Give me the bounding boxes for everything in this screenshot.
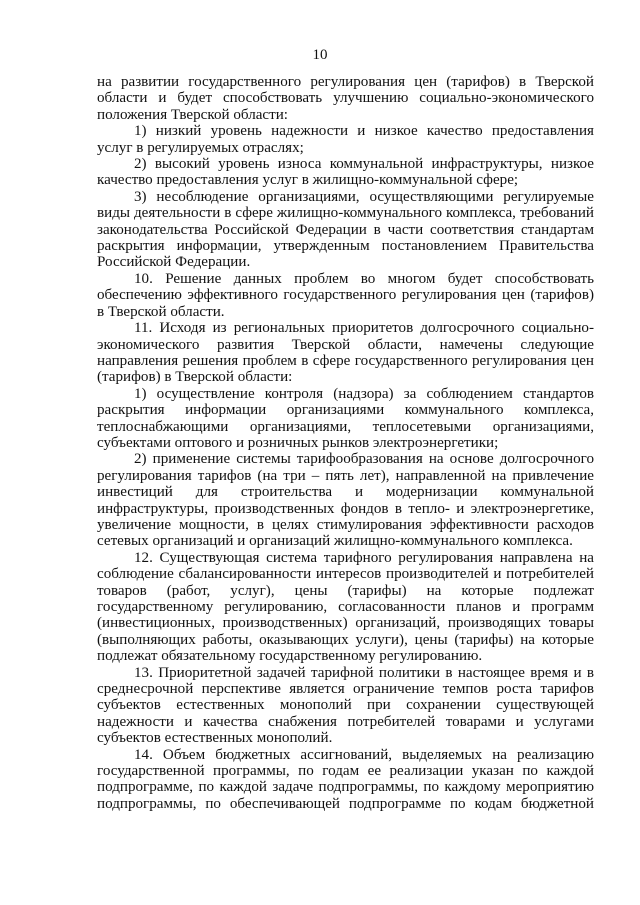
paragraph-item-10: 10. Решение данных проблем во многом будет способствовать обеспечению эффективного государственного регулирования цен (тарифов) в Тверской области.	[97, 270, 594, 320]
paragraph-problem-3: 3) несоблюдение организациями, осуществляющими регулируемые виды деятельности в сфере жилищно-коммунального комплекса, требований законодательства Российской Федерации в части соответствия стандартам раскрытия информации, утвержденным постановлением Правительства Российской Федерации.	[97, 188, 594, 271]
page-number: 10	[312, 47, 328, 63]
paragraph-direction-1: 1) осуществление контроля (надзора) за соблюдением стандартов раскрытия информации организациями коммунального комплекса, теплоснабжающими организациями, теплосетевыми организациями, субъектами оптового и розничных рынков электроэнергетики;	[97, 385, 594, 451]
paragraph-direction-2: 2) применение системы тарифообразования на основе долгосрочного регулирования тарифов (на три – пять лет), направленной на привлечение инвестиций для строительства и модернизации коммунальной инфраструктуры, производственных фондов в тепло- и электроэнергетике, увеличение мощности, в целях стимулирования эффективности расходов сетевых организаций и организаций жилищно-коммунального комплекса.	[97, 451, 594, 550]
paragraph-item-13: 13. Приоритетной задачей тарифной политики в настоящее время и в среднесрочной перспективе является ограничение темпов роста тарифов субъектов естественных монополий при сохранении существующей надежности и качества снабжения потребителей товарами и услугами субъектов естественных монополий.	[97, 664, 594, 747]
paragraph-intro-continuation: на развитии государственного регулирования цен (тарифов) в Тверской области и будет способствовать улучшению социально-экономического положения Тверской области:	[97, 74, 594, 123]
paragraph-item-12: 12. Существующая система тарифного регулирования направлена на соблюдение сбалансированности интересов производителей и потребителей товаров (работ, услуг), цены (тарифы) на которые подлежат государственному регулированию, согласованности планов и программ (инвестиционных, производственных) организаций, производящих товары (выполняющих работы, оказывающих услуги), цены (тарифы) на которые подлежат обязательному государственному регулированию.	[97, 549, 594, 665]
paragraph-problem-2: 2) высокий уровень износа коммунальной инфраструктуры, низкое качество предоставления услуг в жилищно-коммунальной сфере;	[97, 156, 594, 189]
document-body	[97, 74, 594, 812]
paragraph-problem-1: 1) низкий уровень надежности и низкое качество предоставления услуг в регулируемых отраслях;	[97, 123, 594, 156]
paragraph-item-11: 11. Исходя из региональных приоритетов долгосрочного социально-экономического развития Тверской области, намечены следующие направления решения проблем в сфере государственного регулирования цен (тарифов) в Тверской области:	[97, 320, 594, 386]
paragraph-item-14: 14. Объем бюджетных ассигнований, выделяемых на реализацию государственной программы, по годам ее реализации указан по каждой подпрограмме, по каждой задаче подпрограммы, по каждому мероприятию подпрограммы, по обеспечивающей подпрограмме по кодам бюджетной	[97, 746, 594, 812]
